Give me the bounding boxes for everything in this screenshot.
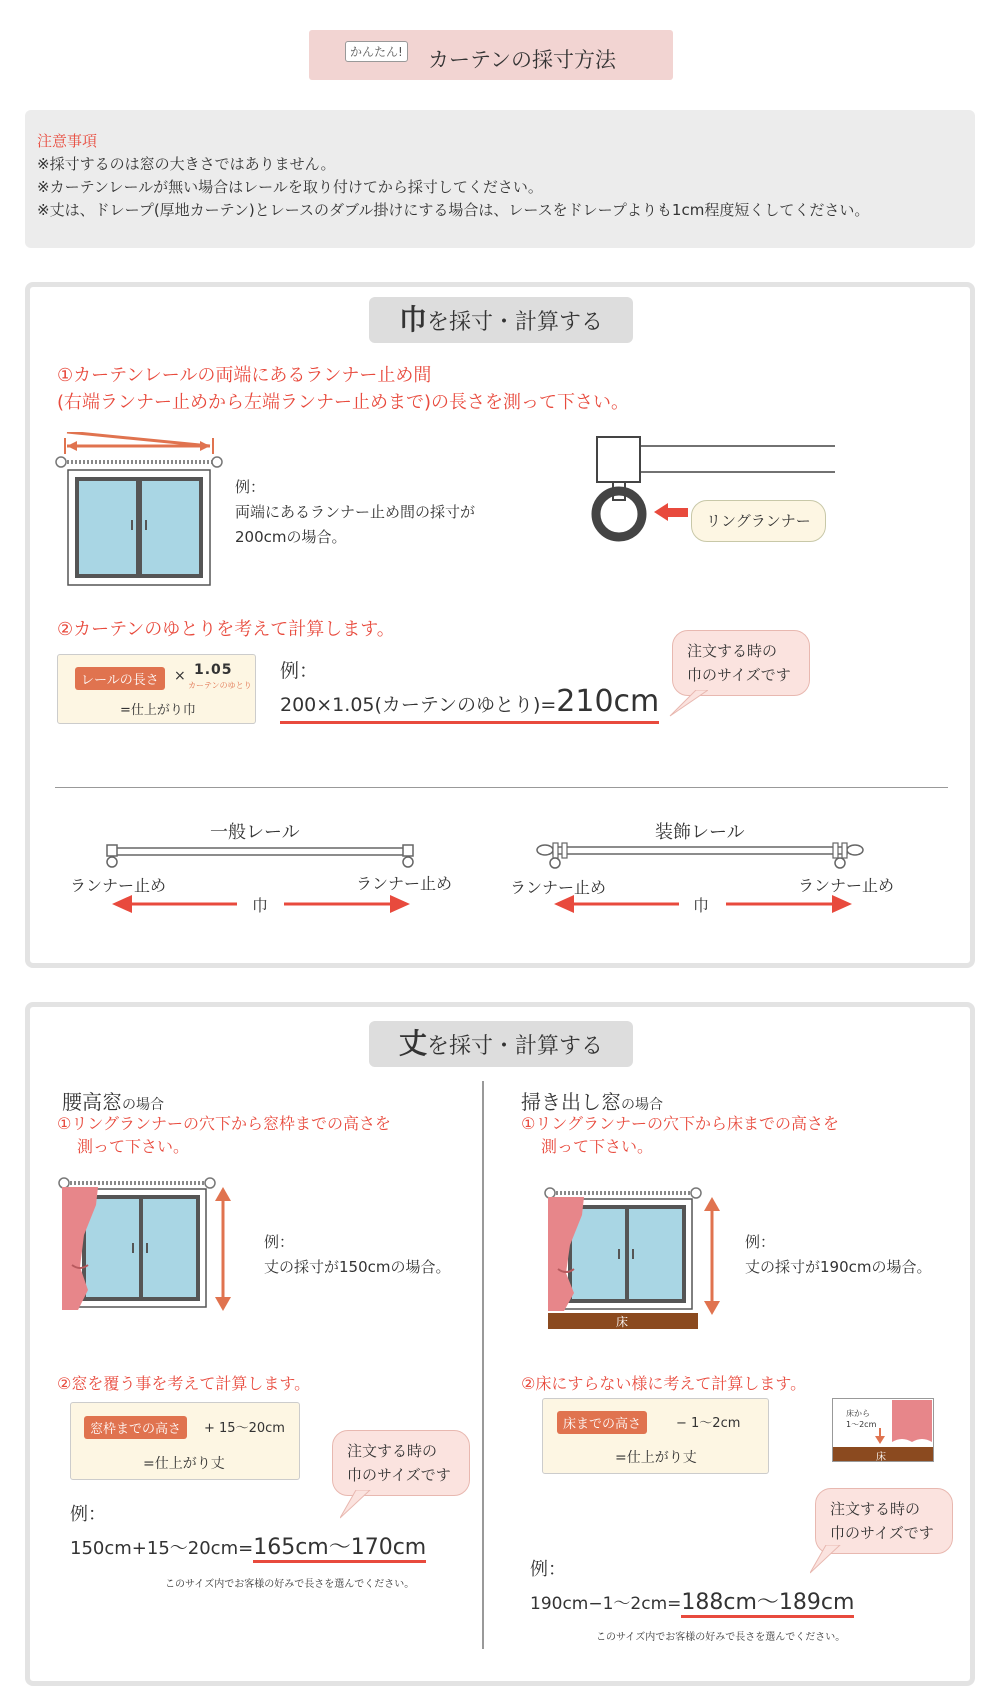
width-example-label: 例： [235, 478, 266, 496]
floor-step1 [521, 1112, 839, 1158]
floor-note: このサイズ内でお客様の好みで長さを選んでください。 [596, 1632, 846, 1643]
times-sign: × [174, 668, 186, 684]
notice-line: ※丈は、ドレープ(厚地カーテン)とレースのダブル掛けにする場合は、レースをドレープよりも1cm程度短くしてください。 [37, 201, 870, 219]
width-calc [280, 684, 659, 724]
deco-rail-diagram [535, 842, 865, 872]
easy-badge: かんたん! [345, 41, 408, 62]
runner-stop-label: ランナー止め [356, 874, 453, 893]
floor-height-tag: 床までの高さ [557, 1411, 647, 1434]
waist-formula-result: =仕上がり丈 [143, 1456, 225, 1472]
runner-stop-label: ランナー止め [70, 876, 167, 895]
waist-formula-box [70, 1402, 300, 1480]
general-rail-title: 一般レール [210, 822, 300, 843]
runner-stop-label: ランナー止め [798, 876, 895, 895]
general-rail-diagram [105, 843, 415, 873]
waist-step1-line2: 測って下さい。 [77, 1137, 190, 1156]
waist-example [264, 1230, 451, 1280]
waist-window-diagram [58, 1175, 238, 1325]
width-calc-example-label: 例： [280, 660, 319, 682]
waist-window-suffix: の場合 [122, 1097, 164, 1113]
bubble-line1: 注文する時の [830, 1500, 921, 1518]
floor-window-title [521, 1086, 663, 1115]
bubble-line2: 巾のサイズです [687, 666, 791, 684]
waist-note: このサイズ内でお客様の好みで長さを選んでください。 [165, 1579, 415, 1590]
floor-example [745, 1230, 932, 1280]
width-example-line2: 200cmの場合。 [235, 528, 347, 546]
floor-example-text: 丈の採寸が190cmの場合。 [745, 1258, 932, 1276]
floor-calc-result: 188cm〜189cm [681, 1590, 854, 1618]
length-char: 丈 [398, 1027, 427, 1060]
waist-step1 [57, 1112, 391, 1158]
waist-order-bubble [332, 1430, 470, 1496]
floor-step1-line2: 測って下さい。 [541, 1137, 654, 1156]
page-title: カーテンの採寸方法 [428, 48, 616, 72]
waist-calc-example-label: 例： [70, 1504, 106, 1525]
length-column-divider [482, 1081, 484, 1649]
notice-line: ※採寸するのは窓の大きさではありません。 [37, 155, 336, 173]
width-formula-result: =仕上がり巾 [120, 703, 196, 718]
inset-text [846, 1408, 876, 1430]
waist-calc [70, 1530, 426, 1561]
bubble-tail [668, 690, 708, 720]
bubble-line2: 巾のサイズです [830, 1524, 934, 1542]
floor-step1-line1: ①リングランナーの穴下から床までの高さを [521, 1114, 840, 1133]
inset-line2: 1〜2cm [846, 1420, 877, 1429]
ring-runner-label: リングランナー [691, 500, 826, 542]
width-char: 巾 [398, 303, 427, 336]
width-section-title [369, 297, 633, 343]
waist-example-text: 丈の採寸が150cmの場合。 [264, 1258, 451, 1276]
width-step1-line2: (右端ランナー止めから左端ランナー止めまで)の長さを測って下さい。 [57, 392, 630, 413]
window-width-diagram [55, 432, 225, 592]
floor-label: 床 [616, 1315, 629, 1329]
floor-step2: ②床にすらない様に考えて計算します。 [521, 1374, 807, 1393]
width-calc-expr: 200×1.05(カーテンのゆとり)= [280, 694, 557, 716]
floor-example-label: 例： [745, 1233, 776, 1251]
width-calc-result: 210cm [556, 684, 660, 719]
notice-heading: 注意事項 [37, 132, 98, 150]
floor-window-suffix: の場合 [621, 1097, 663, 1113]
width-step2: ②カーテンのゆとりを考えて計算します。 [57, 619, 395, 640]
bubble-line1: 注文する時の [687, 642, 778, 660]
waist-window-heading: 腰高窓 [62, 1090, 122, 1114]
width-char-label: 巾 [693, 896, 710, 915]
waist-example-label: 例： [264, 1233, 295, 1251]
width-divider [55, 787, 948, 788]
bubble-tail [810, 1545, 850, 1575]
width-char-label: 巾 [252, 896, 269, 915]
floor-window-heading: 掃き出し窓 [521, 1090, 621, 1114]
floor-calc [530, 1585, 854, 1616]
waist-step1-line1: ①リングランナーの穴下から窓枠までの高さを [57, 1114, 392, 1133]
bubble-line1: 注文する時の [347, 1442, 438, 1460]
floor-calc-example-label: 例： [530, 1559, 566, 1580]
runner-stop-label: ランナー止め [510, 878, 607, 897]
waist-window-title [62, 1086, 164, 1115]
width-order-bubble [672, 630, 810, 696]
floor-formula-sub: − 1〜2cm [676, 1416, 741, 1431]
width-example [235, 475, 475, 550]
floor-calc-expr: 190cm−1〜2cm= [530, 1594, 682, 1614]
waist-calc-expr: 150cm+15〜20cm= [70, 1538, 254, 1559]
waist-step2: ②窓を覆う事を考えて計算します。 [57, 1374, 311, 1393]
width-step1-line1: ①カーテンレールの両端にあるランナー止め間 [57, 365, 432, 386]
bubble-tail [340, 1490, 380, 1520]
width-step1 [57, 362, 629, 416]
waist-calc-result: 165cm〜170cm [253, 1535, 426, 1563]
rail-length-tag: レールの長さ [75, 667, 165, 690]
waist-formula-add: + 15〜20cm [204, 1421, 285, 1436]
inset-line1: 床から [846, 1409, 870, 1418]
width-formula-box [57, 654, 256, 724]
notice-box [25, 110, 975, 248]
length-title-text: を採寸・計算する [427, 1034, 604, 1059]
deco-rail-title: 装飾レール [655, 822, 745, 843]
ease-factor-note: カーテンのゆとり [188, 681, 252, 690]
length-section-title [369, 1021, 633, 1067]
inset-floor-label: 床 [876, 1452, 886, 1463]
width-example-line1: 両端にあるランナー止め間の採寸が [235, 503, 476, 521]
floor-window-diagram [544, 1185, 734, 1335]
floor-formula-result: =仕上がり丈 [615, 1450, 697, 1466]
frame-height-tag: 窓枠までの高さ [84, 1416, 187, 1439]
width-title-text: を採寸・計算する [427, 310, 604, 335]
ease-factor: 1.05 [194, 662, 233, 678]
floor-formula-box [542, 1398, 769, 1474]
notice-line: ※カーテンレールが無い場合はレールを取り付けてから採寸してください。 [37, 178, 543, 196]
bubble-line2: 巾のサイズです [347, 1466, 451, 1484]
